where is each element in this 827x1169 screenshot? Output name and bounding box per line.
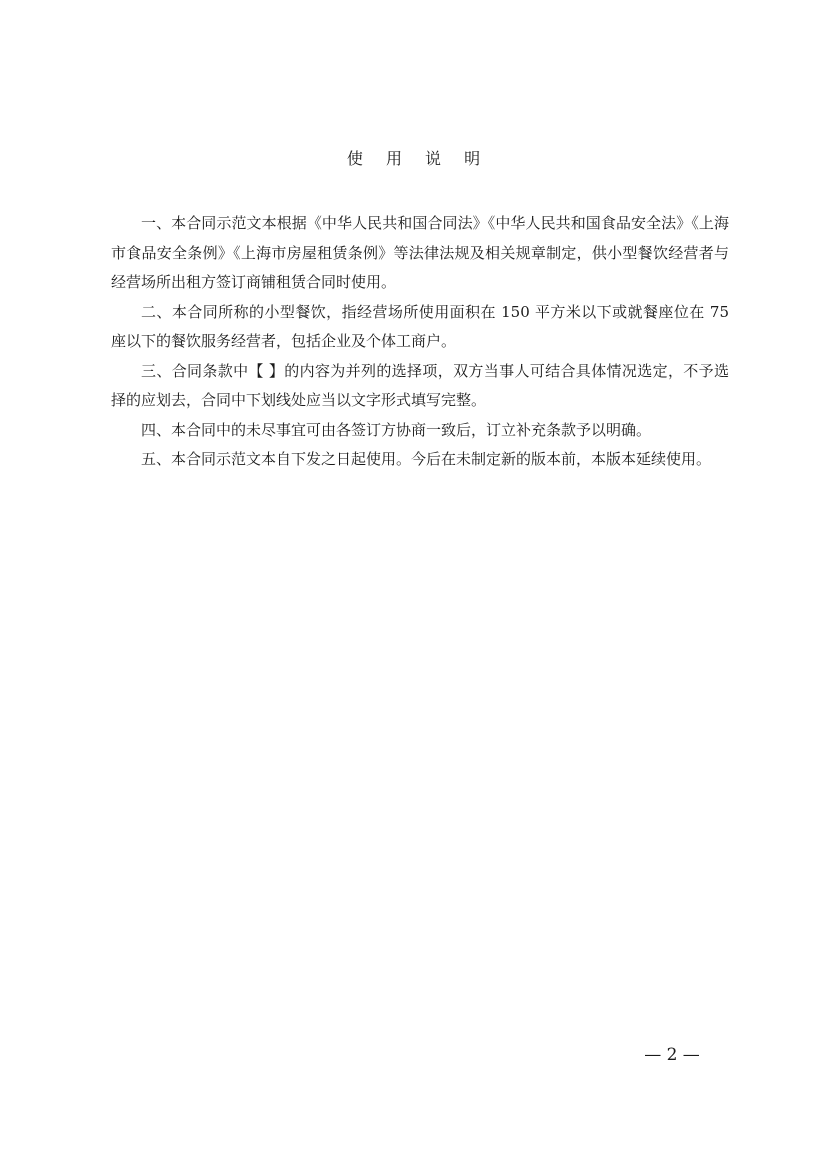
paragraph-2: 二、本合同所称的小型餐饮，指经营场所使用面积在 150 平方米以下或就餐座位在 75 座以下的餐饮服务经营者，包括企业及个体工商户。 <box>111 302 729 350</box>
paragraph-4: 四、本合同中的未尽事宜可由各签订方协商一致后，订立补充条款予以明确。 <box>141 420 652 439</box>
paragraph-5: 五、本合同示范文本自下发之日起使用。今后在未制定新的版本前，本版本延续使用。 <box>141 450 712 468</box>
document-body <box>111 209 729 475</box>
document-title: 使 用 说 明 <box>346 149 490 168</box>
paragraph-1: 一、本合同示范文本根据《中华人民共和国合同法》《中华人民共和国食品安全法》《上海市食品安全条例》《上海市房屋租赁条例》等法律法规及相关规章制定，供小型餐饮经营者与经营场所出租方签订商铺租赁合同时使用。 <box>111 214 729 291</box>
paragraph-3: 三、合同条款中【 】的内容为并列的选择项，双方当事人可结合具体情况选定，不予选择的应划去，合同中下划线处应当以文字形式填写完整。 <box>111 361 729 409</box>
page-number: — 2 — <box>644 1045 700 1065</box>
